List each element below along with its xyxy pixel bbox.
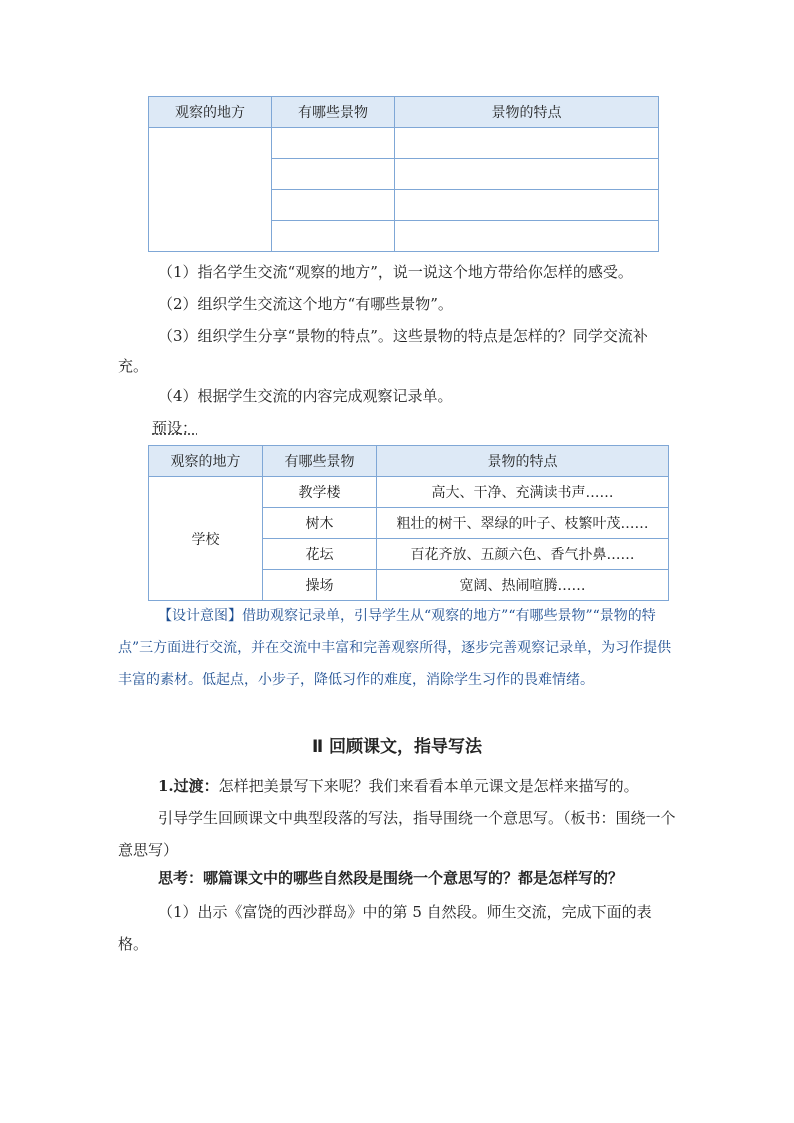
header-place: 观察的地方 bbox=[149, 97, 272, 128]
step-4: （4）根据学生交流的内容完成观察记录单。 bbox=[158, 387, 453, 405]
header-features: 景物的特点 bbox=[377, 446, 669, 477]
blank-cell bbox=[395, 159, 659, 190]
transition bbox=[158, 770, 718, 802]
observation-table-preset bbox=[148, 445, 669, 601]
design-intent bbox=[118, 600, 678, 696]
scene-cell: 花坛 bbox=[263, 539, 377, 570]
feature-cell: 宽阔、热闹喧腾…… bbox=[377, 570, 669, 601]
transition-label: 1.过渡： bbox=[158, 777, 219, 795]
blank-place-cell bbox=[149, 128, 272, 252]
step-2: （2）组织学生交流这个地方“有哪些景物”。 bbox=[158, 295, 453, 313]
place-cell: 学校 bbox=[149, 477, 263, 601]
header-scenes: 有哪些景物 bbox=[272, 97, 395, 128]
design-intent-tag: 【设计意图】 bbox=[158, 608, 242, 624]
blank-cell bbox=[272, 128, 395, 159]
header-features: 景物的特点 bbox=[395, 97, 659, 128]
section-heading: Ⅱ 回顾课文，指导写法 bbox=[311, 737, 483, 757]
observation-table-blank bbox=[148, 96, 659, 252]
feature-cell: 粗壮的树干、翠绿的叶子、枝繁叶茂…… bbox=[377, 508, 669, 539]
guide-paragraph: 引导学生回顾课文中典型段落的写法，指导围绕一个意思写。（板书：围绕一个意思写） bbox=[118, 809, 676, 859]
scene-cell: 教学楼 bbox=[263, 477, 377, 508]
preset-label: 预设： bbox=[152, 419, 198, 437]
step-show-text: （1）出示《富饶的西沙群岛》中的第 5 自然段。师生交流，完成下面的表格。 bbox=[118, 903, 652, 953]
blank-cell bbox=[272, 159, 395, 190]
step-3: （3）组织学生分享“景物的特点”。这些景物的特点是怎样的？同学交流补 bbox=[158, 327, 648, 345]
header-scenes: 有哪些景物 bbox=[263, 446, 377, 477]
think-question: 思考：哪篇课文中的哪些自然段是围绕一个意思写的？都是怎样写的？ bbox=[158, 869, 624, 887]
scene-cell: 树木 bbox=[263, 508, 377, 539]
design-intent-text: 借助观察记录单，引导学生从“观察的地方”“有哪些景物”“景物的特点”三方面进行交流，并在交流中丰富和完善观察所得，逐步完善观察记录单，为习作提供丰富的素材。低起点，小步子，降低习作的难度，消除学生习作的畏难情绪。 bbox=[118, 608, 672, 688]
feature-cell: 百花齐放、五颜六色、香气扑鼻…… bbox=[377, 539, 669, 570]
blank-cell bbox=[395, 128, 659, 159]
step-3-continued: 充。 bbox=[118, 357, 149, 375]
scene-cell: 操场 bbox=[263, 570, 377, 601]
transition-text: 怎样把美景写下来呢？我们来看看本单元课文是怎样来描写的。 bbox=[218, 777, 639, 795]
step-1: （1）指名学生交流“观察的地方”，说一说这个地方带给你怎样的感受。 bbox=[158, 263, 633, 281]
blank-cell bbox=[395, 190, 659, 221]
blank-cell bbox=[272, 221, 395, 252]
header-place: 观察的地方 bbox=[149, 446, 263, 477]
blank-cell bbox=[272, 190, 395, 221]
feature-cell: 高大、干净、充满读书声…… bbox=[377, 477, 669, 508]
blank-cell bbox=[395, 221, 659, 252]
